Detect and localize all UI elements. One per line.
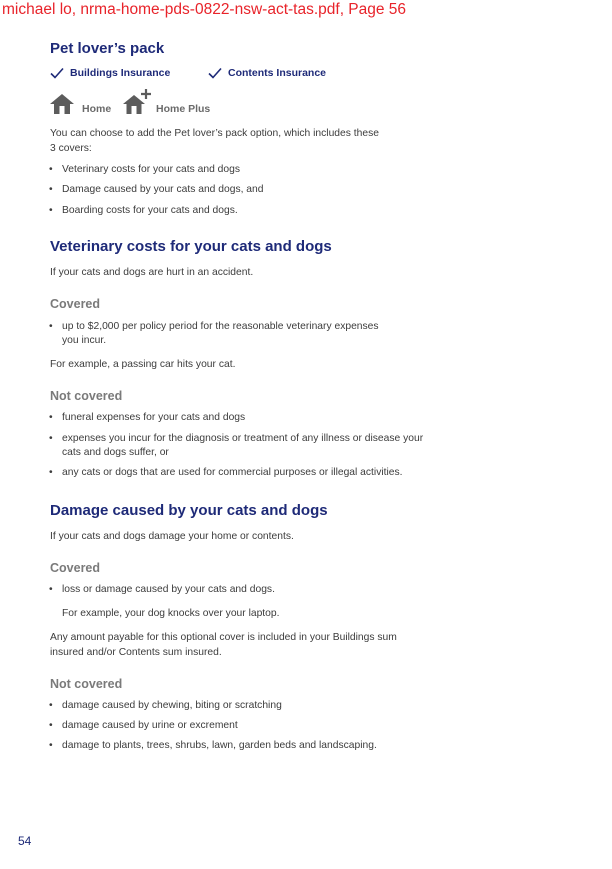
list-item: • loss or damage caused by your cats and dogs. (49, 584, 275, 595)
list-item: • damage caused by chewing, biting or scratching (49, 700, 282, 711)
list-item: • damage to plants, trees, shrubs, lawn, garden beds and landscaping. (49, 740, 377, 751)
home-plus-product-label: Home Plus (156, 103, 211, 115)
example-text: For example, your dog knocks over your laptop. (62, 608, 280, 619)
check-icon (208, 66, 222, 84)
example-text: For example, a passing car hits your cat. (50, 359, 236, 370)
list-item: • expenses you incur for the diagnosis or treatment of any illness or disease your (49, 433, 424, 444)
note-text: insured and/or Contents sum insured. (50, 647, 222, 658)
section-description: If your cats and dogs are hurt in an accident. (50, 267, 254, 278)
intro-text: You can choose to add the Pet lover’s pack option, which includes these (50, 128, 379, 139)
intro-text: 3 covers: (50, 143, 92, 154)
covered-heading: Covered (50, 297, 101, 311)
section-heading: Veterinary costs for your cats and dogs (50, 238, 332, 255)
home-product-label: Home (82, 103, 112, 115)
list-item: • Damage caused by your cats and dogs, and (49, 184, 264, 195)
list-item-continuation: you incur. (62, 335, 107, 346)
not-covered-heading: Not covered (50, 677, 123, 691)
house-plus-icon (122, 88, 152, 121)
buildings-insurance-label: Buildings Insurance (70, 67, 171, 79)
page-title: Pet lover’s pack (50, 40, 165, 57)
note-text: Any amount payable for this optional cover is included in your Buildings sum (50, 632, 397, 643)
section-description: If your cats and dogs damage your home or contents. (50, 531, 294, 542)
page-number: 54 (18, 834, 32, 848)
check-icon (50, 66, 64, 84)
house-icon (49, 93, 75, 120)
list-item: • Veterinary costs for your cats and dogs (49, 164, 240, 175)
list-item: • damage caused by urine or excrement (49, 720, 238, 731)
section-heading: Damage caused by your cats and dogs (50, 502, 328, 519)
covered-heading: Covered (50, 561, 101, 575)
list-item: • Boarding costs for your cats and dogs. (49, 205, 238, 216)
contents-insurance-label: Contents Insurance (228, 67, 327, 79)
list-item: • any cats or dogs that are used for commercial purposes or illegal activities. (49, 467, 403, 478)
list-item-continuation: cats and dogs suffer, or (62, 447, 169, 458)
not-covered-heading: Not covered (50, 389, 123, 403)
list-item: • up to $2,000 per policy period for the reasonable veterinary expenses (49, 321, 379, 332)
list-item: • funeral expenses for your cats and dogs (49, 412, 246, 423)
document-reference: michael lo, nrma-home-pds-0822-nsw-act-tas.pdf, Page 56 (2, 1, 407, 18)
